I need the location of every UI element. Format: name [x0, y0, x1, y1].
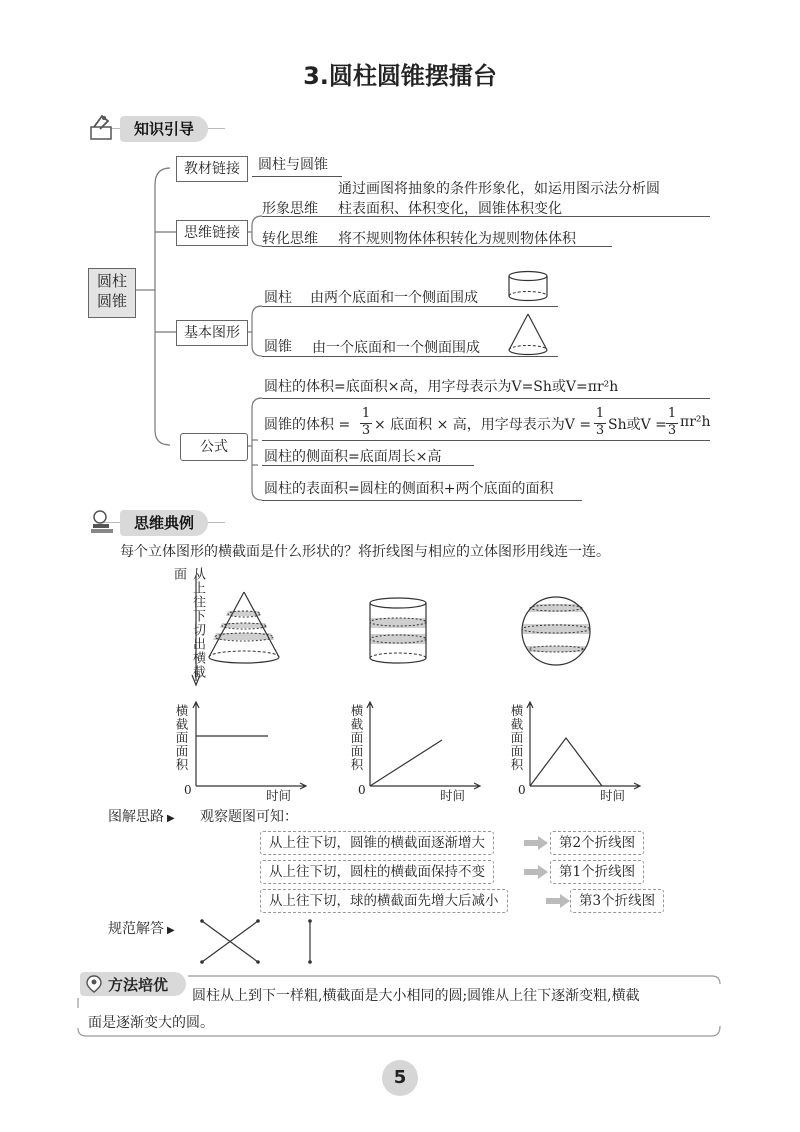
frac2-num: 1: [595, 406, 605, 421]
cylinder-title: 圆柱: [264, 290, 292, 306]
method-line2: 面是逐渐变大的圆。: [88, 1015, 214, 1031]
graph-xlabel: 时间: [440, 788, 466, 803]
analysis-result-2: 第1个折线图: [550, 860, 644, 884]
location-pin-icon: [86, 975, 102, 993]
analysis-row-2: 从上往下切，圆柱的横截面保持不变: [260, 860, 494, 884]
root-label: 圆柱 圆锥: [96, 272, 127, 310]
cone-text: 由一个底面和一个侧面围成: [312, 340, 480, 356]
page-title: 3.圆柱圆锥摆擂台: [303, 62, 497, 90]
analysis-result-1: 第2个折线图: [550, 831, 644, 855]
question-text: 每个立体图形的横截面是什么形状的？将折线图与相应的立体图形用线连一连。: [120, 544, 610, 560]
cylinder-text: 由两个底面和一个侧面围成: [310, 290, 478, 306]
frac1-num: 1: [361, 406, 371, 421]
graph-ylabel: 横截面面积: [509, 704, 524, 772]
method-line1: 圆柱从上到下一样粗,横截面是大小相同的圆;圆锥从上往下逐渐变粗,横截: [192, 988, 640, 1004]
branch1-label: 教材链接: [184, 161, 240, 177]
method-label: 方法培优: [108, 976, 169, 994]
cut-direction-label: 从上往下切出横截面: [171, 567, 205, 679]
graph-origin: 0: [184, 783, 192, 797]
analysis-result-3: 第3个折线图: [570, 889, 664, 913]
image-thinking-title: 形象思维: [262, 201, 318, 217]
section-badge: 思维典例: [120, 510, 208, 536]
cone-volume-part4: πr²h: [680, 414, 711, 430]
page-number: 5: [382, 1060, 418, 1096]
graph-ylabel: 横截面面积: [174, 704, 189, 772]
analysis-label-text: 图解思路: [108, 809, 164, 825]
graph-origin: 0: [358, 783, 366, 797]
cone-title: 圆锥: [264, 339, 292, 355]
graph-origin: 0: [518, 783, 526, 797]
method-badge: [80, 972, 186, 996]
analysis-intro: 观察题图可知：: [200, 809, 298, 825]
graph-ylabel: 横截面面积: [349, 704, 364, 772]
section-badge: 知识引导: [120, 116, 208, 142]
cone-volume-part3: Sh或V =: [608, 417, 667, 433]
transform-thinking-title: 转化思维: [262, 231, 318, 247]
answer-label-text: 规范解答: [108, 921, 164, 937]
graph-xlabel: 时间: [600, 788, 626, 803]
formula-cylinder-lateral: 圆柱的侧面积=底面周长×高: [264, 449, 442, 465]
branch4-label: 公式: [200, 439, 228, 455]
image-thinking-line2: 柱表面积、体积变化，圆锥体积变化: [338, 201, 562, 217]
analysis-row-3: 从上往下切，球的横截面先增大后减小: [260, 889, 508, 913]
branch3-label: 基本图形: [184, 325, 240, 341]
frac1-den: 3: [361, 423, 371, 438]
branch1-item: 圆柱与圆锥: [258, 157, 328, 173]
arrow-right-icon: ▶: [167, 813, 175, 824]
image-thinking-line1: 通过画图将抽象的条件形象化，如运用图示法分析圆: [338, 181, 660, 197]
frac2-den: 3: [595, 423, 605, 438]
transform-thinking-text: 将不规则物体体积转化为规则物体体积: [338, 231, 576, 247]
branch2-label: 思维链接: [184, 225, 240, 241]
frac3-num: 1: [667, 406, 677, 421]
graph-xlabel: 时间: [266, 788, 292, 803]
arrow-right-icon: ▶: [167, 925, 175, 936]
cone-volume-part2: × 底面积 × 高，用字母表示为V =: [374, 417, 592, 433]
formula-cylinder-volume: 圆柱的体积=底面积×高，用字母表示为V=Sh或V=πr²h: [264, 379, 619, 395]
analysis-row-1: 从上往下切，圆锥的横截面逐渐增大: [260, 831, 494, 855]
cone-volume-part1: 圆锥的体积 =: [264, 417, 351, 433]
frac3-den: 3: [667, 423, 677, 438]
formula-cylinder-surface: 圆柱的表面积=圆柱的侧面积+两个底面的面积: [264, 481, 554, 497]
